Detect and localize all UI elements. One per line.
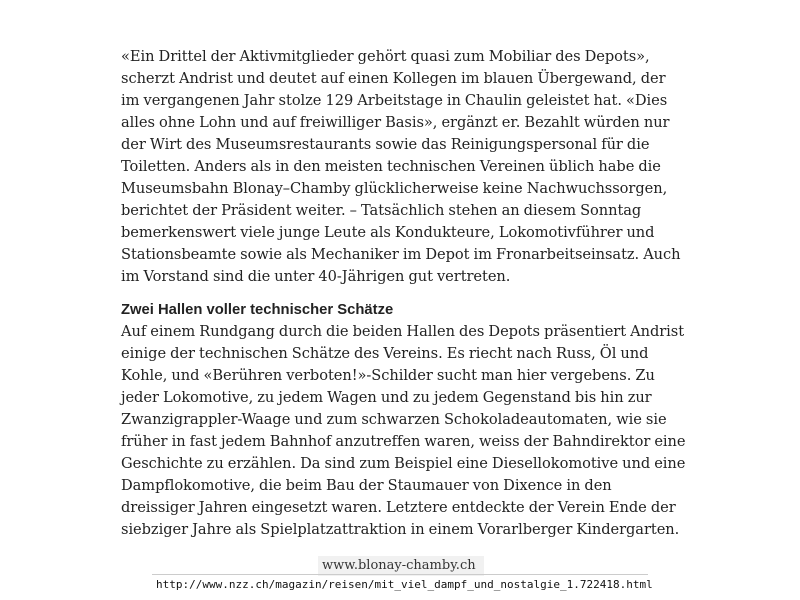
- image-credit-box: [318, 556, 484, 576]
- page-footer: [152, 574, 653, 595]
- image-credit: www.blonay-chamby.ch: [322, 558, 476, 573]
- source-url[interactable]: http://www.nzz.ch/magazin/reisen/mit_viel_dampf_und_nostalgie_1.722418.html: [156, 578, 653, 591]
- article-paragraph-2: Auf einem Rundgang durch die beiden Hallen des Depots präsentiert Andrist einige der technischen Schätze des Vereins. Es riecht nach Russ, Öl und Kohle, und «Berühren verboten!»-Schilder sucht man hier vergebens. Zu jeder Lokomotive, zu jedem Wagen und zu jedem Gegenstand bis hin zur Zwanzigrappler-Waage und zum schwarzen Schokoladeautomaten, wie sie früher in fast jedem Bahnhof anzutreffen waren, weiss der Bahndirektor eine Geschichte zu erzählen. Da sind zum Beispiel eine Diesellokomotive und eine Dampflokomotive, die beim Bau der Staumauer von Dixence in den dreissiger Jahren eingesetzt waren. Letztere entdeckte der Verein Ende der siebziger Jahre als Spielplatzattraktion in einem Vorarlberger Kindergarten.: [121, 323, 686, 538]
- section-heading: Zwei Hallen voller technischer Schätze: [121, 302, 394, 318]
- article-paragraph-1: «Ein Drittel der Aktivmitglieder gehört quasi zum Mobiliar des Depots», scherzt Andrist und deutet auf einen Kollegen im blauen Übergewand, der im vergangenen Jahr stolze 129 Arbeitstage in Chaulin geleistet hat. «Dies alles ohne Lohn und auf freiwilliger Basis», ergänzt er. Bezahlt würden nur der Wirt des Museumsrestaurants sowie das Reinigungspersonal für die Toiletten. Anders als in den meisten technischen Vereinen üblich habe die Museumsbahn Blonay–Chamby glücklicherweise keine Nachwuchssorgen, berichtet der Präsident weiter. – Tatsächlich stehen an diesem Sonntag bemerkenswert viele junge Leute als Kondukteure, Lokomotivführer und Stationsbeamte sowie als Mechaniker im Depot im Fronarbeitseinsatz. Auch im Vorstand sind die unter 40-Jährigen gut vertreten.: [121, 48, 681, 285]
- article-body: [121, 46, 687, 541]
